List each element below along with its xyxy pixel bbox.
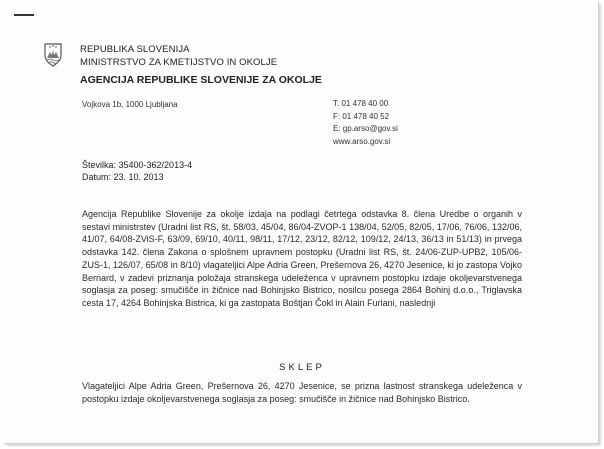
- contact-fax: F: 01 478 40 52: [333, 111, 390, 121]
- header-ministry: MINISTRSTVO ZA KMETIJSTVO IN OKOLJE: [80, 57, 278, 68]
- body-paragraph: Agencija Republike Slovenije za okolje izdaja na podlagi četrtega odstavka 8. člena Uredbe o organih v sestavi ministrstev (Uradni list RS, št. 58/03, 45/04, 86/04-ZVOP-1 138/04, 52/05, 82/05, 17/06, 76/06, 132/06, 41/07, 64/08-ZViS-F, 63/09, 69/10, 40/11, 98/11, 17/12, 23/12, 82/12, 109/12, 24/13, 36/13 in 51/13) in prvega odstavka 142. člena Zakona o splošnem upravnem postopku (Uradni list RS, št. 24/06-ZUP-UPB2, 105/06-ZUS-1, 126/07, 65/08 in 8/10) vlagateljici Alpe Adria Green, Prešernova 26, 4270 Jesenice, ki jo zastopa Vojko Bernard, v zadevi priznanja položaja stranskega udeleženca v upravnem postopku izdaje okoljevarstvenega soglasja za poseg: smučišče in žičnice nad Bohinjsko Bistrico, nosilcu posega 2864 Bohinj d.o.o., Triglavska cesta 17, 4264 Bohinjska Bistrica, ki ga zastopata Boštjan Čokl in Alain Furlani, naslednji: [82, 209, 522, 308]
- decision-title: SKLEP: [279, 362, 325, 373]
- decision-text: Vlagateljici Alpe Adria Green, Prešernova 26, 4270 Jesenice, se prizna lastnost stranskega udeleženca v postopku izdaje okoljevarstvenega soglasja za poseg: smučišče in žičnice nad Bohinjsko Bistrico.: [82, 381, 522, 404]
- corner-dash-mark: [14, 14, 34, 16]
- contact-web: www.arso.gov.si: [333, 136, 391, 146]
- contact-phone: T: 01 478 40 00: [333, 99, 389, 108]
- agency-address: Vojkova 1b, 1000 Ljubljana: [82, 100, 178, 109]
- coat-of-arms-icon: [44, 43, 62, 67]
- header-agency: AGENCIJA REPUBLIKE SLOVENIJE ZA OKOLJE: [80, 74, 322, 86]
- reference-date: Datum: 23. 10. 2013: [82, 172, 164, 182]
- contact-email: E: gp.arso@gov.si: [333, 124, 398, 134]
- header-country: REPUBLIKA SLOVENIJA: [80, 44, 190, 55]
- reference-block: [82, 159, 192, 183]
- contact-block: [333, 98, 398, 148]
- reference-number: Številka: 35400-362/2013-4: [82, 160, 193, 170]
